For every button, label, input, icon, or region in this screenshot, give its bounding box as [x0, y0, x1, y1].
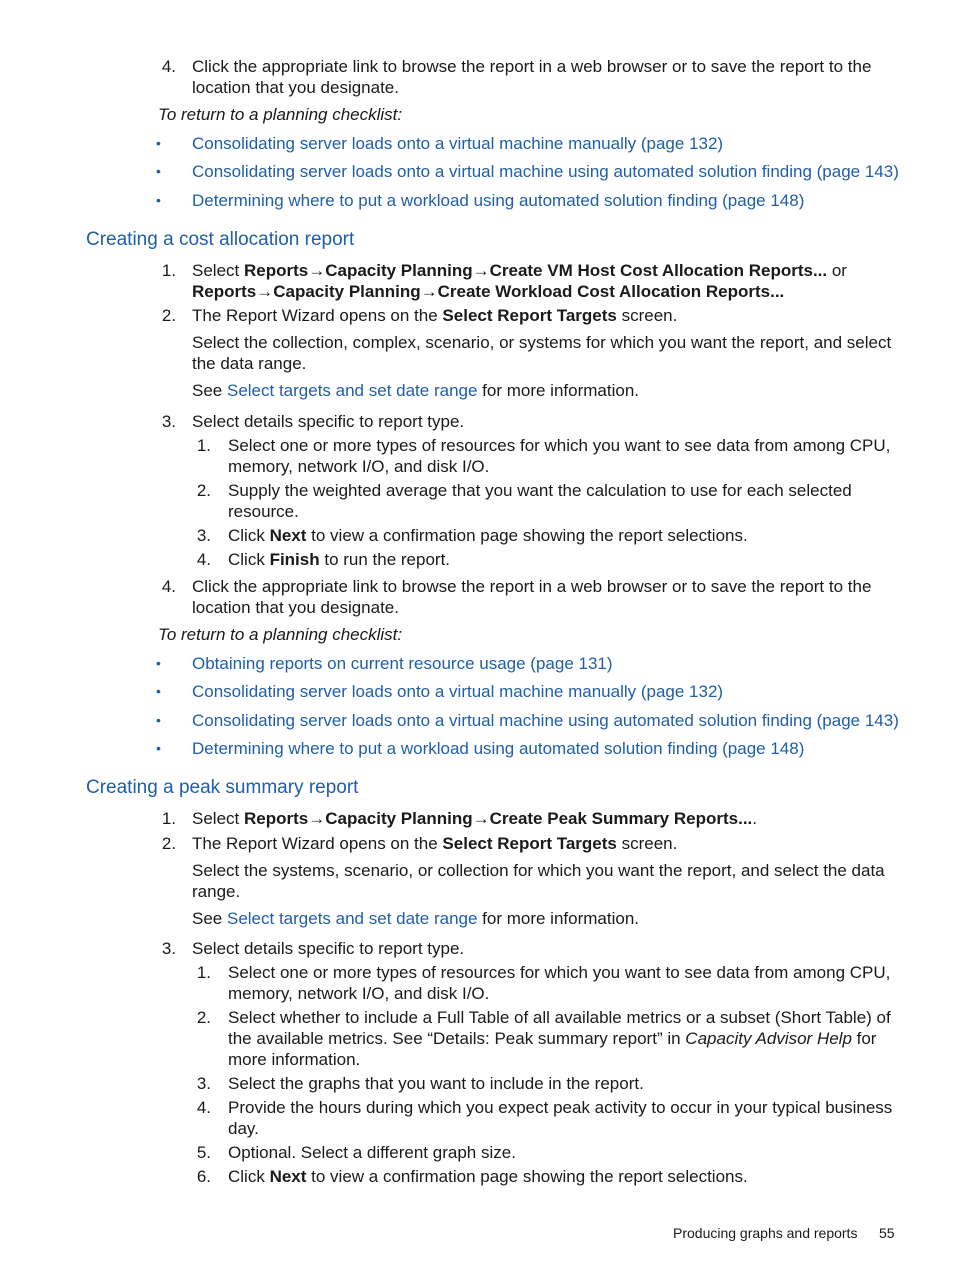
substep-text: Select the graphs that you want to include in the report.: [228, 1074, 644, 1093]
step-paragraph: Select the collection, complex, scenario, or systems for which you want the report, and select the data range.: [192, 333, 892, 373]
step-paragraph: See Select targets and set date range for more information.: [192, 909, 639, 928]
checklist-link[interactable]: Consolidating server loads onto a virtual machine manually (page 132): [192, 682, 724, 701]
substep-text: Select one or more types of resources for which you want to see data from among CPU, memory, network I/O, and disk I/O.: [228, 436, 891, 476]
substep-number: 6.: [196, 1167, 211, 1186]
step-number: 1.: [161, 809, 176, 828]
step-text: Select Reports→Capacity Planning→Create VM Host Cost Allocation Reports... or Reports→Capacity Planning→Create Workload Cost Allocation Reports...: [192, 261, 847, 301]
substep-number: 2.: [196, 1008, 211, 1027]
step-number: 4.: [161, 577, 176, 596]
step-text: Select Reports→Capacity Planning→Create Peak Summary Reports....: [192, 809, 757, 828]
bullet: •: [156, 655, 161, 671]
checklist-link[interactable]: Consolidating server loads onto a virtual machine using automated solution finding (page 143): [192, 162, 899, 181]
step-text: Click the appropriate link to browse the report in a web browser or to save the report to the location that you designate.: [192, 577, 872, 617]
step-text: Click the appropriate link to browse the report in a web browser or to save the report to the location that you designate.: [192, 57, 872, 97]
substep-text: Click Next to view a confirmation page showing the report selections.: [228, 1167, 748, 1186]
substep-text: Provide the hours during which you expect peak activity to occur in your typical business day.: [228, 1098, 893, 1138]
step-number: 1.: [161, 261, 176, 280]
bullet: •: [156, 683, 161, 699]
checklist-link[interactable]: Consolidating server loads onto a virtual machine using automated solution finding (page 143): [192, 711, 899, 730]
step-number: 2.: [161, 834, 176, 853]
substep-number: 5.: [196, 1143, 211, 1162]
step-paragraph: Select the systems, scenario, or collection for which you want the report, and select the data range.: [192, 861, 885, 901]
return-intro: To return to a planning checklist:: [158, 105, 403, 124]
cross-reference-link[interactable]: Select targets and set date range: [226, 381, 478, 400]
checklist-link[interactable]: Determining where to put a workload using automated solution finding (page 148): [192, 191, 805, 210]
bullet: •: [156, 712, 161, 728]
bullet: •: [156, 740, 161, 756]
substep-text: Click Finish to run the report.: [228, 550, 451, 569]
substep-number: 3.: [196, 526, 211, 545]
substep-text: Select one or more types of resources for which you want to see data from among CPU, memory, network I/O, and disk I/O.: [228, 963, 891, 1003]
menu-path: Reports: [243, 261, 309, 280]
step-text: The Report Wizard opens on the Select Report Targets screen.: [192, 306, 678, 325]
step-text: Select details specific to report type.: [192, 939, 465, 958]
substep-number: 1.: [196, 963, 211, 982]
step-number: 3.: [161, 939, 176, 958]
checklist-link[interactable]: Determining where to put a workload using automated solution finding (page 148): [192, 739, 805, 758]
step-text: The Report Wizard opens on the Select Report Targets screen.: [192, 834, 678, 853]
substep-number: 2.: [196, 481, 211, 500]
bullet: •: [156, 135, 161, 151]
step-number: 4.: [161, 57, 176, 76]
step-paragraph: See Select targets and set date range for more information.: [192, 381, 639, 400]
checklist-link[interactable]: Obtaining reports on current resource usage (page 131): [192, 654, 613, 673]
bullet: •: [156, 163, 161, 179]
substep-number: 4.: [196, 550, 211, 569]
section-heading: Creating a peak summary report: [86, 777, 359, 798]
substep-text: Select whether to include a Full Table of all available metrics or a subset (Short Table) of the available metrics. See “Details: Peak summary report” in Capacity Advisor Help for more information.: [228, 1008, 891, 1069]
step-number: 2.: [161, 306, 176, 325]
step-number: 3.: [161, 412, 176, 431]
return-intro: To return to a planning checklist:: [158, 625, 403, 644]
section-heading: Creating a cost allocation report: [86, 229, 355, 250]
substep-text: Optional. Select a different graph size.: [228, 1143, 516, 1162]
substep-text: Supply the weighted average that you want the calculation to use for each selected resource.: [228, 481, 852, 521]
page-number: 55: [879, 1225, 895, 1241]
substep-number: 3.: [196, 1074, 211, 1093]
bullet: •: [156, 192, 161, 208]
footer-section-title: Producing graphs and reports: [673, 1225, 858, 1241]
substep-text: Click Next to view a confirmation page showing the report selections.: [228, 526, 748, 545]
substep-number: 1.: [196, 436, 211, 455]
cross-reference-link[interactable]: Select targets and set date range: [226, 909, 478, 928]
step-text: Select details specific to report type.: [192, 412, 465, 431]
checklist-link[interactable]: Consolidating server loads onto a virtual machine manually (page 132): [192, 134, 724, 153]
substep-number: 4.: [196, 1098, 211, 1117]
